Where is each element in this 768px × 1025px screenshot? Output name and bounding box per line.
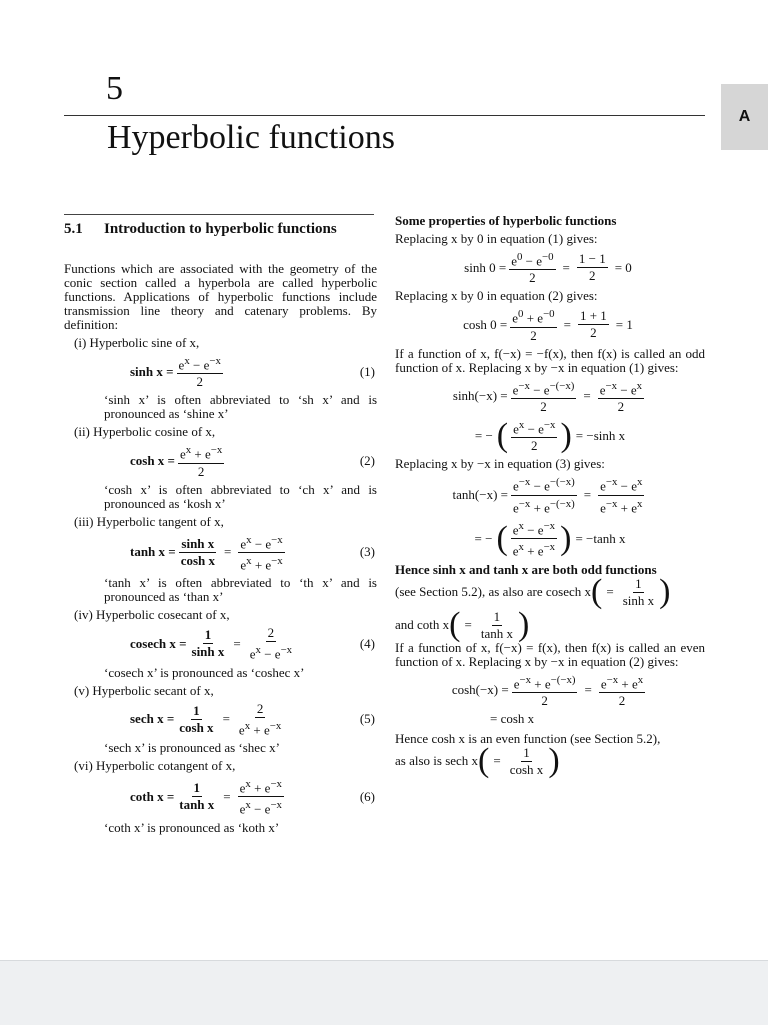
fraction: $\frac{e^{-x} + e^{-(-x)}}{2}$ bbox=[513, 673, 576, 708]
left-column bbox=[64, 214, 377, 835]
section-tab bbox=[721, 84, 768, 150]
section-title: Introduction to hyperbolic functions bbox=[104, 221, 337, 237]
fraction: $\frac{1 + 1}{2}$ bbox=[579, 308, 607, 341]
equation-row bbox=[395, 519, 705, 559]
fraction: $\frac{1}{\text{sinh x}}$ bbox=[191, 627, 225, 660]
equation-number: (3) bbox=[359, 544, 375, 560]
section-heading bbox=[64, 221, 377, 238]
equation-row bbox=[395, 379, 705, 414]
equation-row bbox=[395, 418, 705, 453]
fraction: $\frac{1}{\text{cosh x}}$ bbox=[179, 702, 214, 735]
definition-item bbox=[74, 425, 377, 510]
equation: = − ( $\frac{e^x - e^{-x}}{2}$ ) = −sinh x bbox=[474, 416, 626, 454]
definition-note: ‘sinh x’ is often abbreviated to ‘sh x’ and is pronounced as ‘shine x’ bbox=[104, 392, 377, 422]
equation-row bbox=[74, 626, 377, 661]
definition-item bbox=[74, 336, 377, 421]
property-text: If a function of x, f(−x) = −f(x), then f(x) is called an odd function of x. Replacing x by −x in equation (1) gives: bbox=[395, 345, 705, 375]
fraction: $\frac{e^{-x} + e^x}{2}$ bbox=[600, 673, 644, 708]
fraction: $\frac{e^0 + e^{-0}}{2}$ bbox=[512, 308, 555, 343]
fraction: $\frac{e^x - e^{-x}}{e^x + e^{-x}}$ bbox=[240, 533, 283, 573]
equation-result: = −tanh x bbox=[575, 530, 626, 546]
chapter-rule bbox=[64, 115, 705, 116]
equation-left: cosh 0 = bbox=[463, 316, 508, 332]
equation-number: (6) bbox=[359, 788, 375, 804]
equation-row bbox=[395, 673, 705, 708]
equation-row bbox=[74, 533, 377, 573]
definition-label: (iii) Hyperbolic tangent of x, bbox=[74, 513, 224, 529]
property-text: Replacing x by −x in equation (3) gives: bbox=[395, 456, 605, 472]
definition-note: ‘coth x’ is pronounced as ‘koth x’ bbox=[104, 819, 280, 835]
fraction: $\frac{1}{\text{tanh x}}$ bbox=[179, 780, 215, 813]
equation-row bbox=[74, 443, 377, 478]
property-text: Replacing x by 0 in equation (1) gives: bbox=[395, 231, 598, 246]
definition-item bbox=[74, 608, 377, 679]
equation: cosh 0 = $\frac{e^0 + e^{-0}}{2}$ = $\frac{1 + 1}{2}$ = 1 bbox=[463, 308, 633, 343]
property-text: Replacing x by 0 in equation (2) gives: bbox=[395, 288, 598, 304]
definition-label: (v) Hyperbolic secant of x, bbox=[74, 682, 214, 698]
property-text: If a function of x, f(−x) = f(x), then f(x) is called an even function of x. Replacing x by −x in equation (2) gives: bbox=[395, 639, 705, 669]
fraction: $\frac{e^0 - e^{-0}}{2}$ bbox=[511, 251, 554, 286]
equation-left: coth x = bbox=[130, 788, 175, 804]
definition-label: (vi) Hyperbolic cotangent of x, bbox=[74, 757, 236, 773]
equation-row bbox=[395, 250, 705, 285]
property-text-line: and coth x ( = $\frac{1}{\text{tanh x}}$ ) bbox=[395, 606, 530, 644]
equation: sinh(−x) = $\frac{e^{-x} - e^{-(-x)}}{2}$ = $\frac{e^{-x} - e^x}{2}$ bbox=[452, 379, 643, 414]
property-text-line: (see Section 5.2), as also are cosech x ( = $\frac{1}{\text{sinh x}}$ ) bbox=[395, 573, 671, 611]
definition-label: (i) Hyperbolic sine of x, bbox=[74, 335, 200, 350]
definition-note: ‘cosh x’ is often abbreviated to ‘ch x’ and is pronounced as ‘kosh x’ bbox=[104, 481, 377, 511]
fraction: $\frac{e^x + e^{-x}}{2}$ bbox=[179, 444, 223, 479]
equation-row bbox=[395, 307, 705, 342]
fraction: $\frac{2}{e^x + e^{-x}}$ bbox=[238, 700, 282, 737]
equation-row bbox=[395, 475, 705, 515]
equation: tanh(−x) = $\frac{e^{-x} - e^{-(-x)}}{e^{-x} + e^{-(-x)}}$ = $\frac{e^{-x} - e^x}{e^{-x} + e^x}$ bbox=[452, 476, 643, 515]
property-text-line: as also is sech x ( = $\frac{1}{\text{cosh x}}$ ) bbox=[395, 742, 560, 780]
definition-note: ‘tanh x’ is often abbreviated to ‘th x’ and is pronounced as ‘than x’ bbox=[104, 575, 377, 605]
equation-left: sech x = bbox=[130, 711, 175, 727]
equation-row bbox=[74, 777, 377, 817]
equation-left: cosech x = bbox=[130, 635, 187, 651]
equation bbox=[130, 443, 351, 478]
equation-left: sinh(−x) = bbox=[452, 388, 508, 404]
right-column bbox=[395, 213, 705, 780]
definition-item bbox=[74, 759, 377, 835]
equation-left: cosh x = bbox=[130, 452, 175, 468]
definition-item bbox=[74, 684, 377, 755]
chapter-title: Hyperbolic functions bbox=[107, 119, 395, 156]
equation-left: sinh 0 = bbox=[464, 259, 507, 275]
fraction: $\frac{e^{-x} - e^{-(-x)}}{2}$ bbox=[512, 379, 575, 414]
definition-note: ‘sech x’ is pronounced as ‘shec x’ bbox=[104, 739, 280, 755]
equation-result: = −sinh x bbox=[575, 427, 626, 443]
chapter-number: 5 bbox=[106, 70, 123, 107]
equation-left: tanh(−x) = bbox=[452, 487, 508, 503]
equation-number: (2) bbox=[359, 452, 375, 468]
fraction: $\frac{e^x + e^{-x}}{e^x - e^{-x}}$ bbox=[239, 777, 282, 817]
property-text: Hence sinh x and tanh x are both odd functions bbox=[395, 561, 657, 577]
equation-left: cosh(−x) = bbox=[451, 682, 509, 698]
page-bottom-strip bbox=[0, 960, 768, 1025]
definition-label: (ii) Hyperbolic cosine of x, bbox=[74, 424, 216, 440]
definition-label: (iv) Hyperbolic cosecant of x, bbox=[74, 607, 230, 623]
fraction: $\frac{1}{\text{sinh x}}$ bbox=[622, 575, 655, 608]
section-rule bbox=[64, 214, 374, 215]
fraction: $\frac{e^x - e^{-x}}{2}$ bbox=[178, 355, 221, 390]
equation: coth x = $\frac{1}{\text{tanh x}}$ = $\frac{e^x + e^{-x}}{e^x - e^{-x}}$ bbox=[130, 777, 282, 817]
fraction: $\frac{\text{sinh x}}{\text{cosh x}}$ bbox=[180, 535, 216, 568]
equation: tanh x = $\frac{\text{sinh x}}{\text{cosh x}}$ = $\frac{e^x - e^{-x}}{e^x + e^{-x}}$ bbox=[130, 533, 283, 573]
intro-paragraph: Functions which are associated with the geometry of the conic section called a hyperbola are called hyperbolic functions. Applications of hyperbolic functions include transmission line theory and catenary problems. By definition: bbox=[64, 261, 377, 332]
fraction: $\frac{1}{\text{cosh x}}$ bbox=[509, 744, 544, 777]
equation: cosech x = $\frac{1}{\text{sinh x}}$ = $\frac{2}{e^x - e^{-x}}$ bbox=[130, 625, 293, 662]
equation-number: (5) bbox=[359, 711, 375, 727]
equation-left: sinh x = bbox=[130, 363, 174, 379]
equation: sech x = $\frac{1}{\text{cosh x}}$ = $\frac{2}{e^x + e^{-x}}$ bbox=[130, 700, 282, 737]
section-number: 5.1 bbox=[64, 221, 83, 237]
equation-row bbox=[74, 702, 377, 737]
fraction: $\frac{1 - 1}{2}$ bbox=[578, 251, 606, 284]
equation-row bbox=[74, 354, 377, 389]
equation-left: tanh x = bbox=[130, 544, 176, 560]
fraction: $\frac{2}{e^x - e^{-x}}$ bbox=[249, 625, 293, 662]
equation-number: (1) bbox=[359, 363, 375, 379]
equation bbox=[130, 354, 351, 389]
equation: cosh(−x) = $\frac{e^{-x} + e^{-(-x)}}{2}$ = $\frac{e^{-x} + e^x}{2}$ bbox=[451, 673, 644, 708]
fraction: $\frac{e^{-x} - e^{-(-x)}}{e^{-x} + e^{-(-x)}}$ bbox=[513, 476, 575, 515]
equation: = − ( $\frac{e^x - e^{-x}}{e^x + e^{-x}}$ ) = −tanh x bbox=[474, 519, 626, 559]
fraction: $\frac{e^x - e^{-x}}{e^x + e^{-x}}$ bbox=[512, 519, 556, 559]
equation: sinh 0 = $\frac{e^0 - e^{-0}}{2}$ = $\frac{1 - 1}{2}$ = 0 bbox=[464, 251, 632, 286]
fraction: $\frac{e^{-x} - e^x}{e^{-x} + e^x}$ bbox=[600, 476, 643, 515]
definition-note: ‘cosech x’ is pronounced as ‘coshec x’ bbox=[104, 664, 305, 680]
fraction: $\frac{e^x - e^{-x}}{2}$ bbox=[513, 418, 556, 454]
equation-number: (4) bbox=[359, 635, 375, 651]
properties-title: Some properties of hyperbolic functions bbox=[395, 213, 617, 228]
fraction: $\frac{e^{-x} - e^x}{2}$ bbox=[599, 379, 643, 414]
fraction: $\frac{1}{\text{tanh x}}$ bbox=[480, 608, 513, 641]
property-text: Hence cosh x is an even function (see Section 5.2), bbox=[395, 730, 661, 746]
definition-item bbox=[74, 515, 377, 605]
equation-result-line: = cosh x bbox=[490, 710, 535, 726]
section-tab-letter: A bbox=[738, 108, 751, 125]
